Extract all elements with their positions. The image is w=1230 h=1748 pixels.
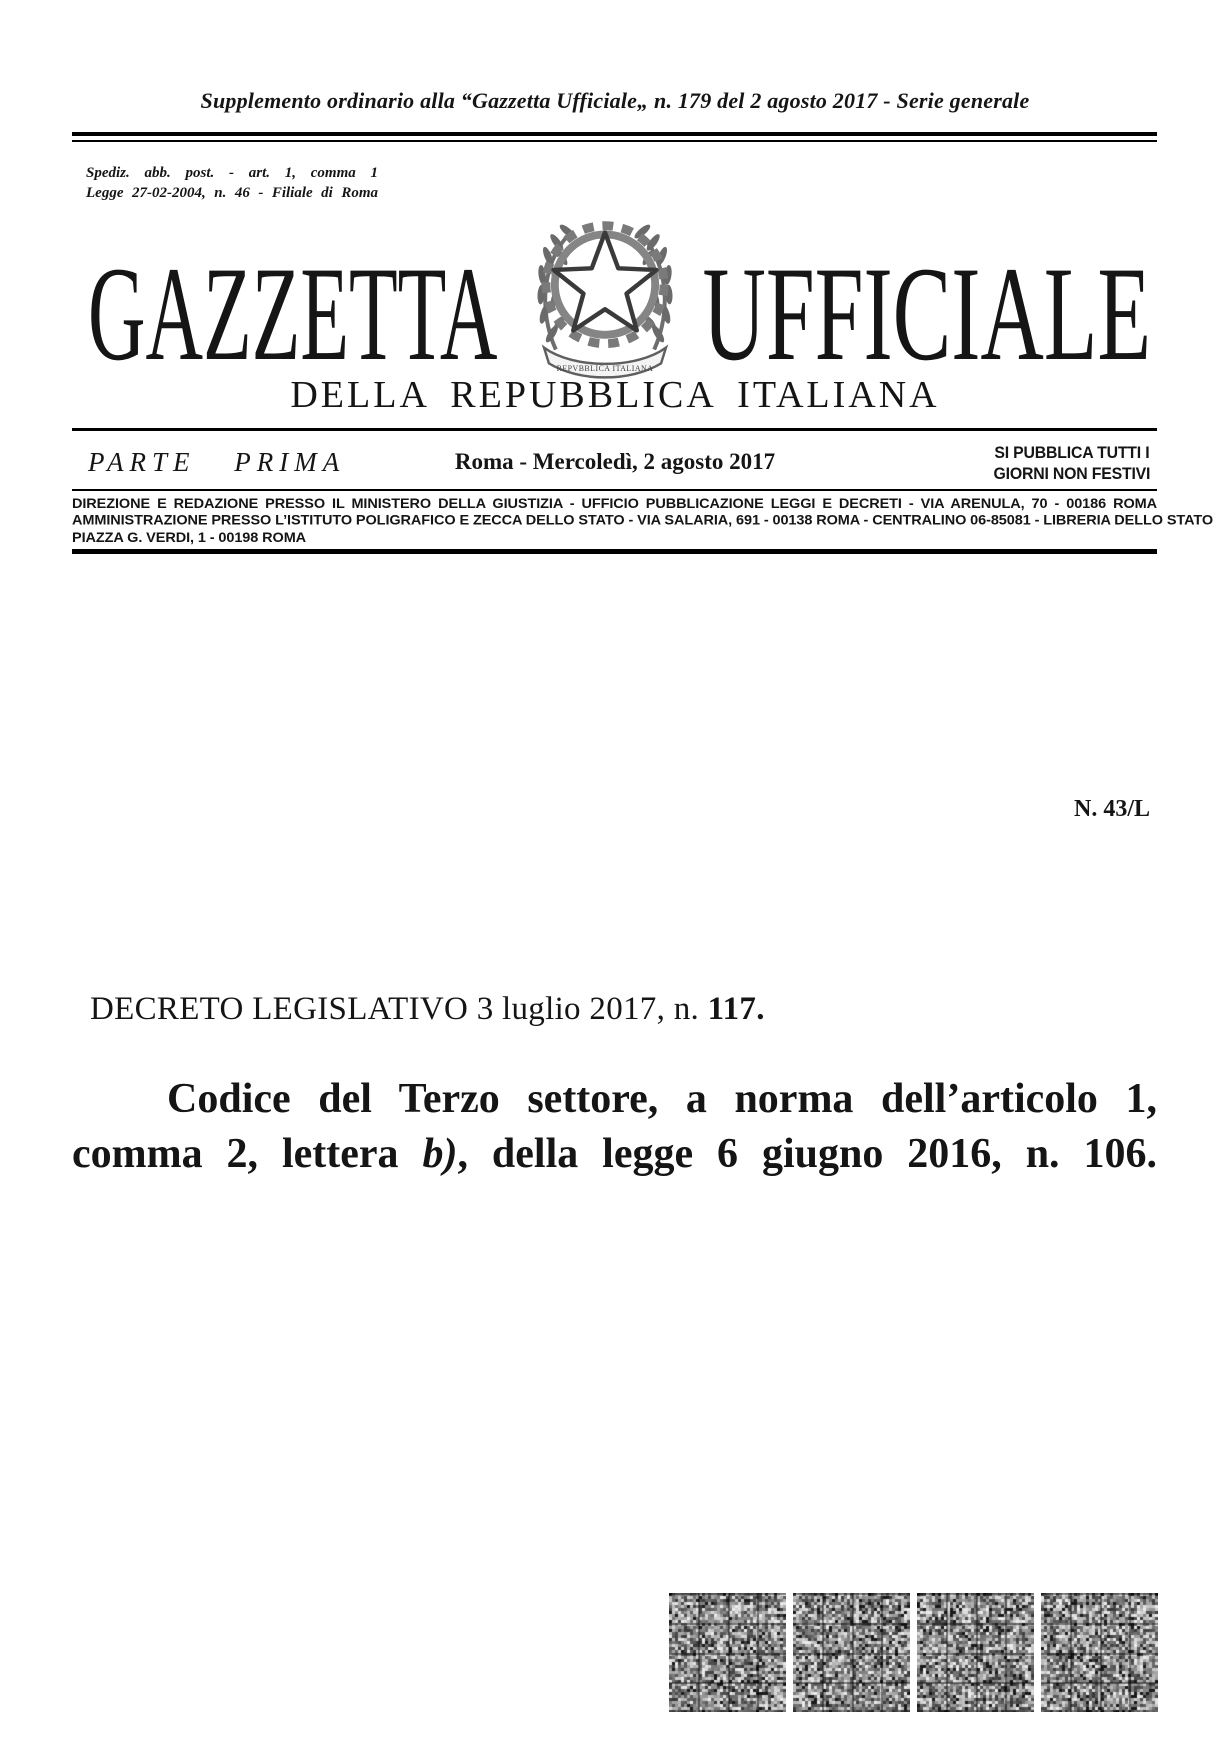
- noise-tile: [669, 1593, 786, 1712]
- decree-title-line2-pre: comma 2, lettera: [72, 1131, 423, 1177]
- masthead-ufficiale: UFFICIALE: [702, 240, 1151, 389]
- parte-prima-label: PARTE PRIMA: [88, 447, 346, 477]
- rule-above-address: [72, 489, 1157, 491]
- double-rule-bottom: [72, 140, 1157, 142]
- decree-title-line2-post: , della legge 6 giugno 2016, n. 106.: [457, 1131, 1157, 1177]
- decree-number: 117.: [707, 991, 765, 1027]
- decree-title: [72, 1072, 1157, 1182]
- address-line: DIREZIONE E REDAZIONE PRESSO IL MINISTERO DELLA GIUSTIZIA - UFFICIO PUBBLICAZIONE LEGGI E DECRETI - VIA ARENULA, 70 - 00186 ROMA: [72, 496, 1157, 512]
- dateline: Roma - Mercoledì, 2 agosto 2017: [454, 449, 776, 474]
- noise-barcode-strip: [669, 1593, 1158, 1712]
- noise-tile: [793, 1593, 910, 1712]
- double-rule-top: [72, 132, 1157, 136]
- decree-title-line: [72, 1127, 1157, 1182]
- publish-note-line: GIORNI NON FESTIVI: [993, 465, 1150, 483]
- decree-title-line: Codice del Terzo settore, a norma dell’articolo 1,: [167, 1076, 1157, 1122]
- noise-tile: [917, 1593, 1034, 1712]
- decree-heading: [90, 991, 765, 1028]
- address-block: [72, 496, 1214, 547]
- shipping-line: Legge 27-02-2004, n. 46 - Filiale di Roma: [86, 185, 378, 201]
- thick-rule-below-header: [72, 549, 1157, 554]
- masthead-gazzetta: GAZZETTA: [88, 240, 498, 389]
- masthead-subtitle: DELLA REPUBBLICA ITALIANA: [290, 374, 940, 416]
- address-line: AMMINISTRAZIONE PRESSO L’ISTITUTO POLIGRAFICO E ZECCA DELLO STATO - VIA SALARIA, 691 - 00138 ROMA - CENTRALINO 06-85081 - LIBRERIA DELLO STATO: [72, 513, 1214, 529]
- decree-heading-regular: DECRETO LEGISLATIVO 3 luglio 2017, n.: [90, 991, 708, 1027]
- publish-note: [993, 443, 1150, 485]
- italian-republic-emblem-icon: [526, 204, 684, 386]
- ribbon-text: REPVBBLICA ITALIANA: [556, 364, 654, 374]
- publish-note-line: SI PUBBLICA TUTTI I: [994, 444, 1150, 462]
- supplement-heading: Supplemento ordinario alla “Gazzetta Ufficiale„ n. 179 del 2 agosto 2017 - Serie generale: [200, 88, 1030, 113]
- decree-title-line2-italic: b): [422, 1131, 458, 1177]
- shipping-info: [86, 163, 378, 203]
- rule-above-publication-row: [72, 428, 1157, 431]
- address-line: PIAZZA G. VERDI, 1 - 00198 ROMA: [72, 530, 307, 546]
- shipping-line: Spediz. abb. post. - art. 1, comma 1: [86, 165, 378, 181]
- issue-number: N. 43/L: [1073, 796, 1150, 822]
- noise-tile: [1041, 1593, 1158, 1712]
